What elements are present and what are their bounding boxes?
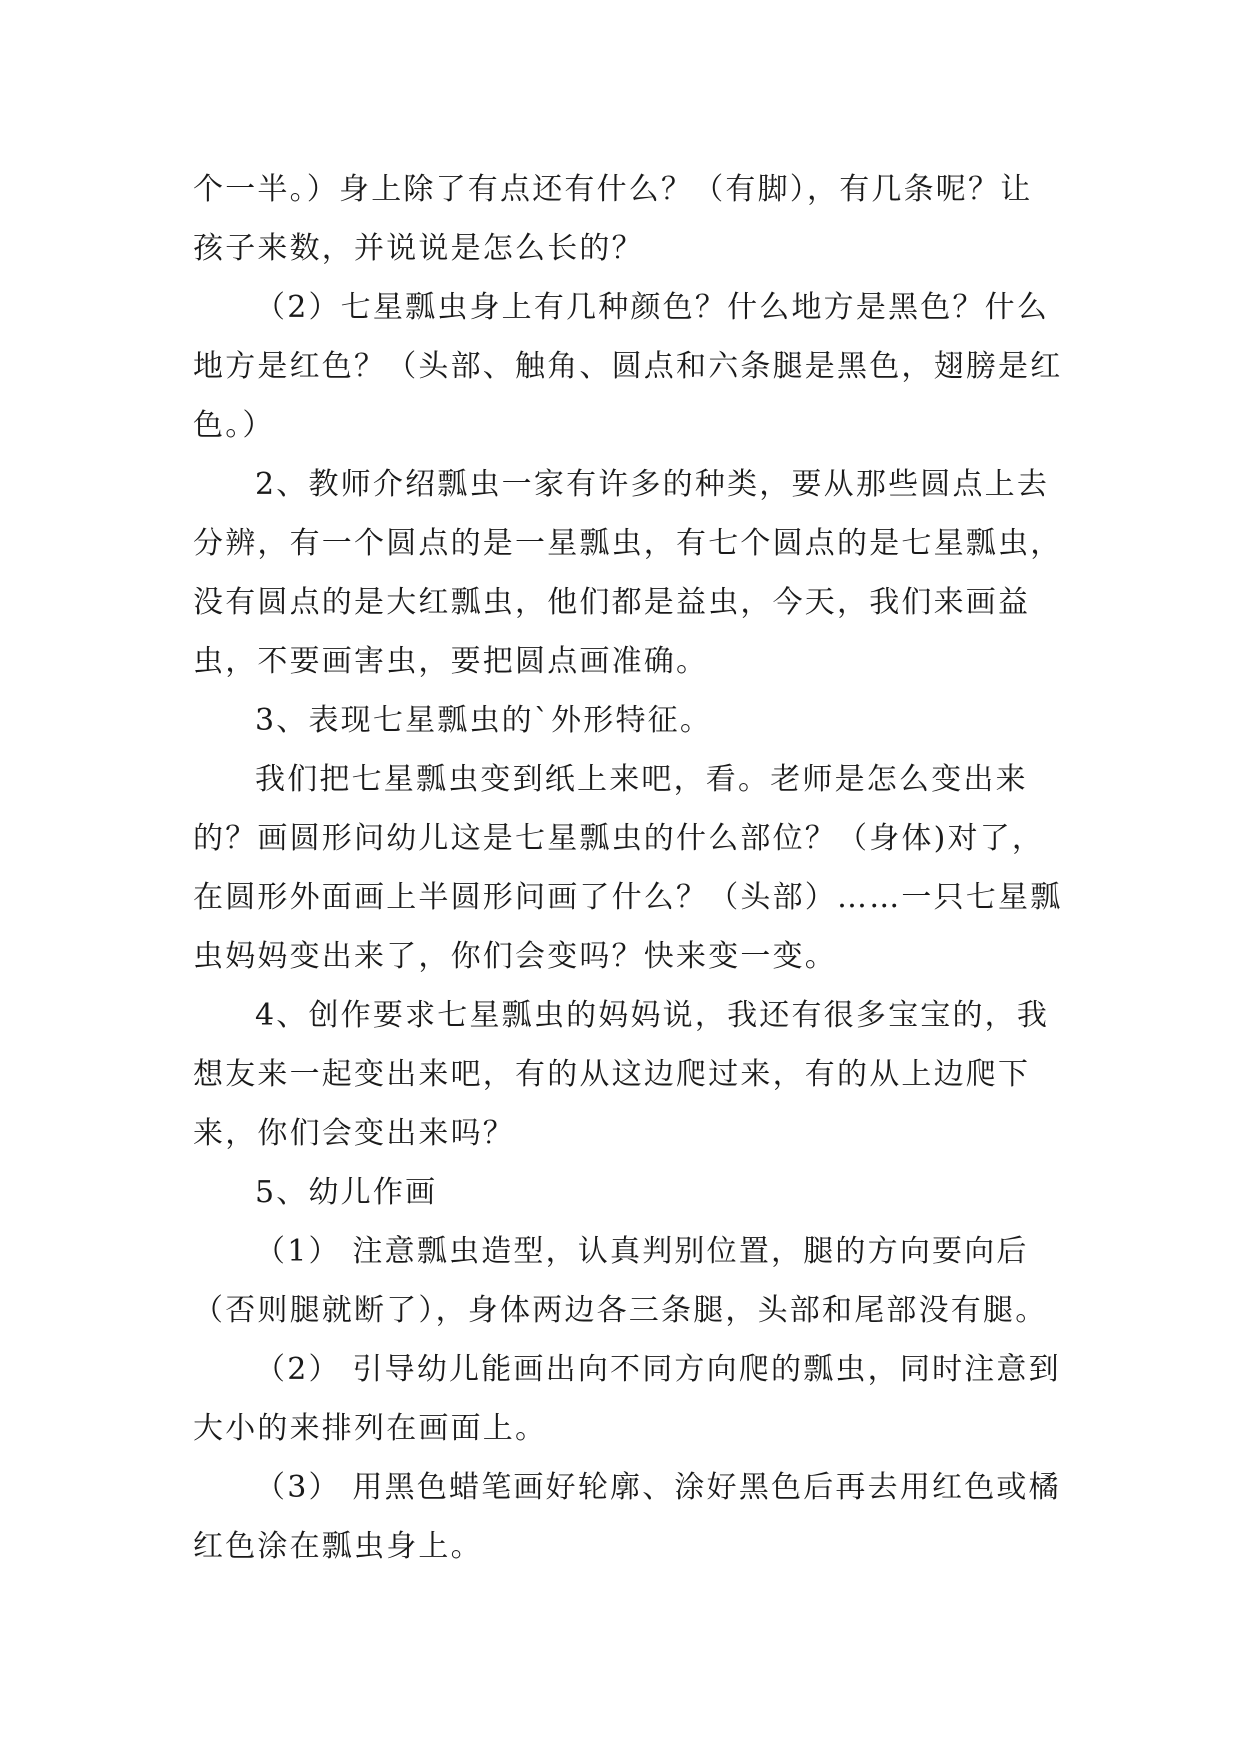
paragraph-1: 个一半。）身上除了有点还有什么？（有脚），有几条呢？让孩子来数，并说说是怎么长的？ bbox=[193, 172, 1033, 266]
paragraph-8: （1） 注意瓢虫造型，认真判别位置，腿的方向要向后（否则腿就断了），身体两边各三条腿，头部和尾部没有腿。 bbox=[193, 1234, 1048, 1328]
paragraph-2: （2）七星瓢虫身上有几种颜色？什么地方是黑色？什么地方是红色？（头部、触角、圆点和六条腿是黑色，翅膀是红色。） bbox=[193, 290, 1063, 443]
paragraph-10: （3） 用黑色蜡笔画好轮廓、涂好黑色后再去用红色或橘红色涂在瓢虫身上。 bbox=[193, 1470, 1061, 1564]
paragraph-5: 我们把七星瓢虫变到纸上来吧，看。老师是怎么变出来的？画圆形问幼儿这是七星瓢虫的什么部位？（身体)对了，在圆形外面画上半圆形问画了什么？（头部）……一只七星瓢虫妈妈变出来了，你们会变吗？快来变一变。 bbox=[193, 762, 1063, 974]
paragraph-7: 5、幼儿作画 bbox=[255, 1175, 438, 1210]
paragraph-6: 4、创作要求七星瓢虫的妈妈说，我还有很多宝宝的，我想友来一起变出来吧，有的从这边爬过来，有的从上边爬下来，你们会变出来吗？ bbox=[193, 998, 1050, 1151]
body-text bbox=[193, 160, 1063, 1576]
paragraph-9: （2） 引导幼儿能画出向不同方向爬的瓢虫，同时注意到大小的来排列在画面上。 bbox=[193, 1352, 1061, 1446]
paragraph-4: 3、表现七星瓢虫的`外形特征。 bbox=[255, 703, 713, 738]
paragraph-3: 2、教师介绍瓢虫一家有许多的种类，要从那些圆点上去分辨，有一个圆点的是一星瓢虫，有七个圆点的是七星瓢虫，没有圆点的是大红瓢虫，他们都是益虫，今天，我们来画益虫，不要画害虫，要把圆点画准确。 bbox=[193, 467, 1063, 679]
